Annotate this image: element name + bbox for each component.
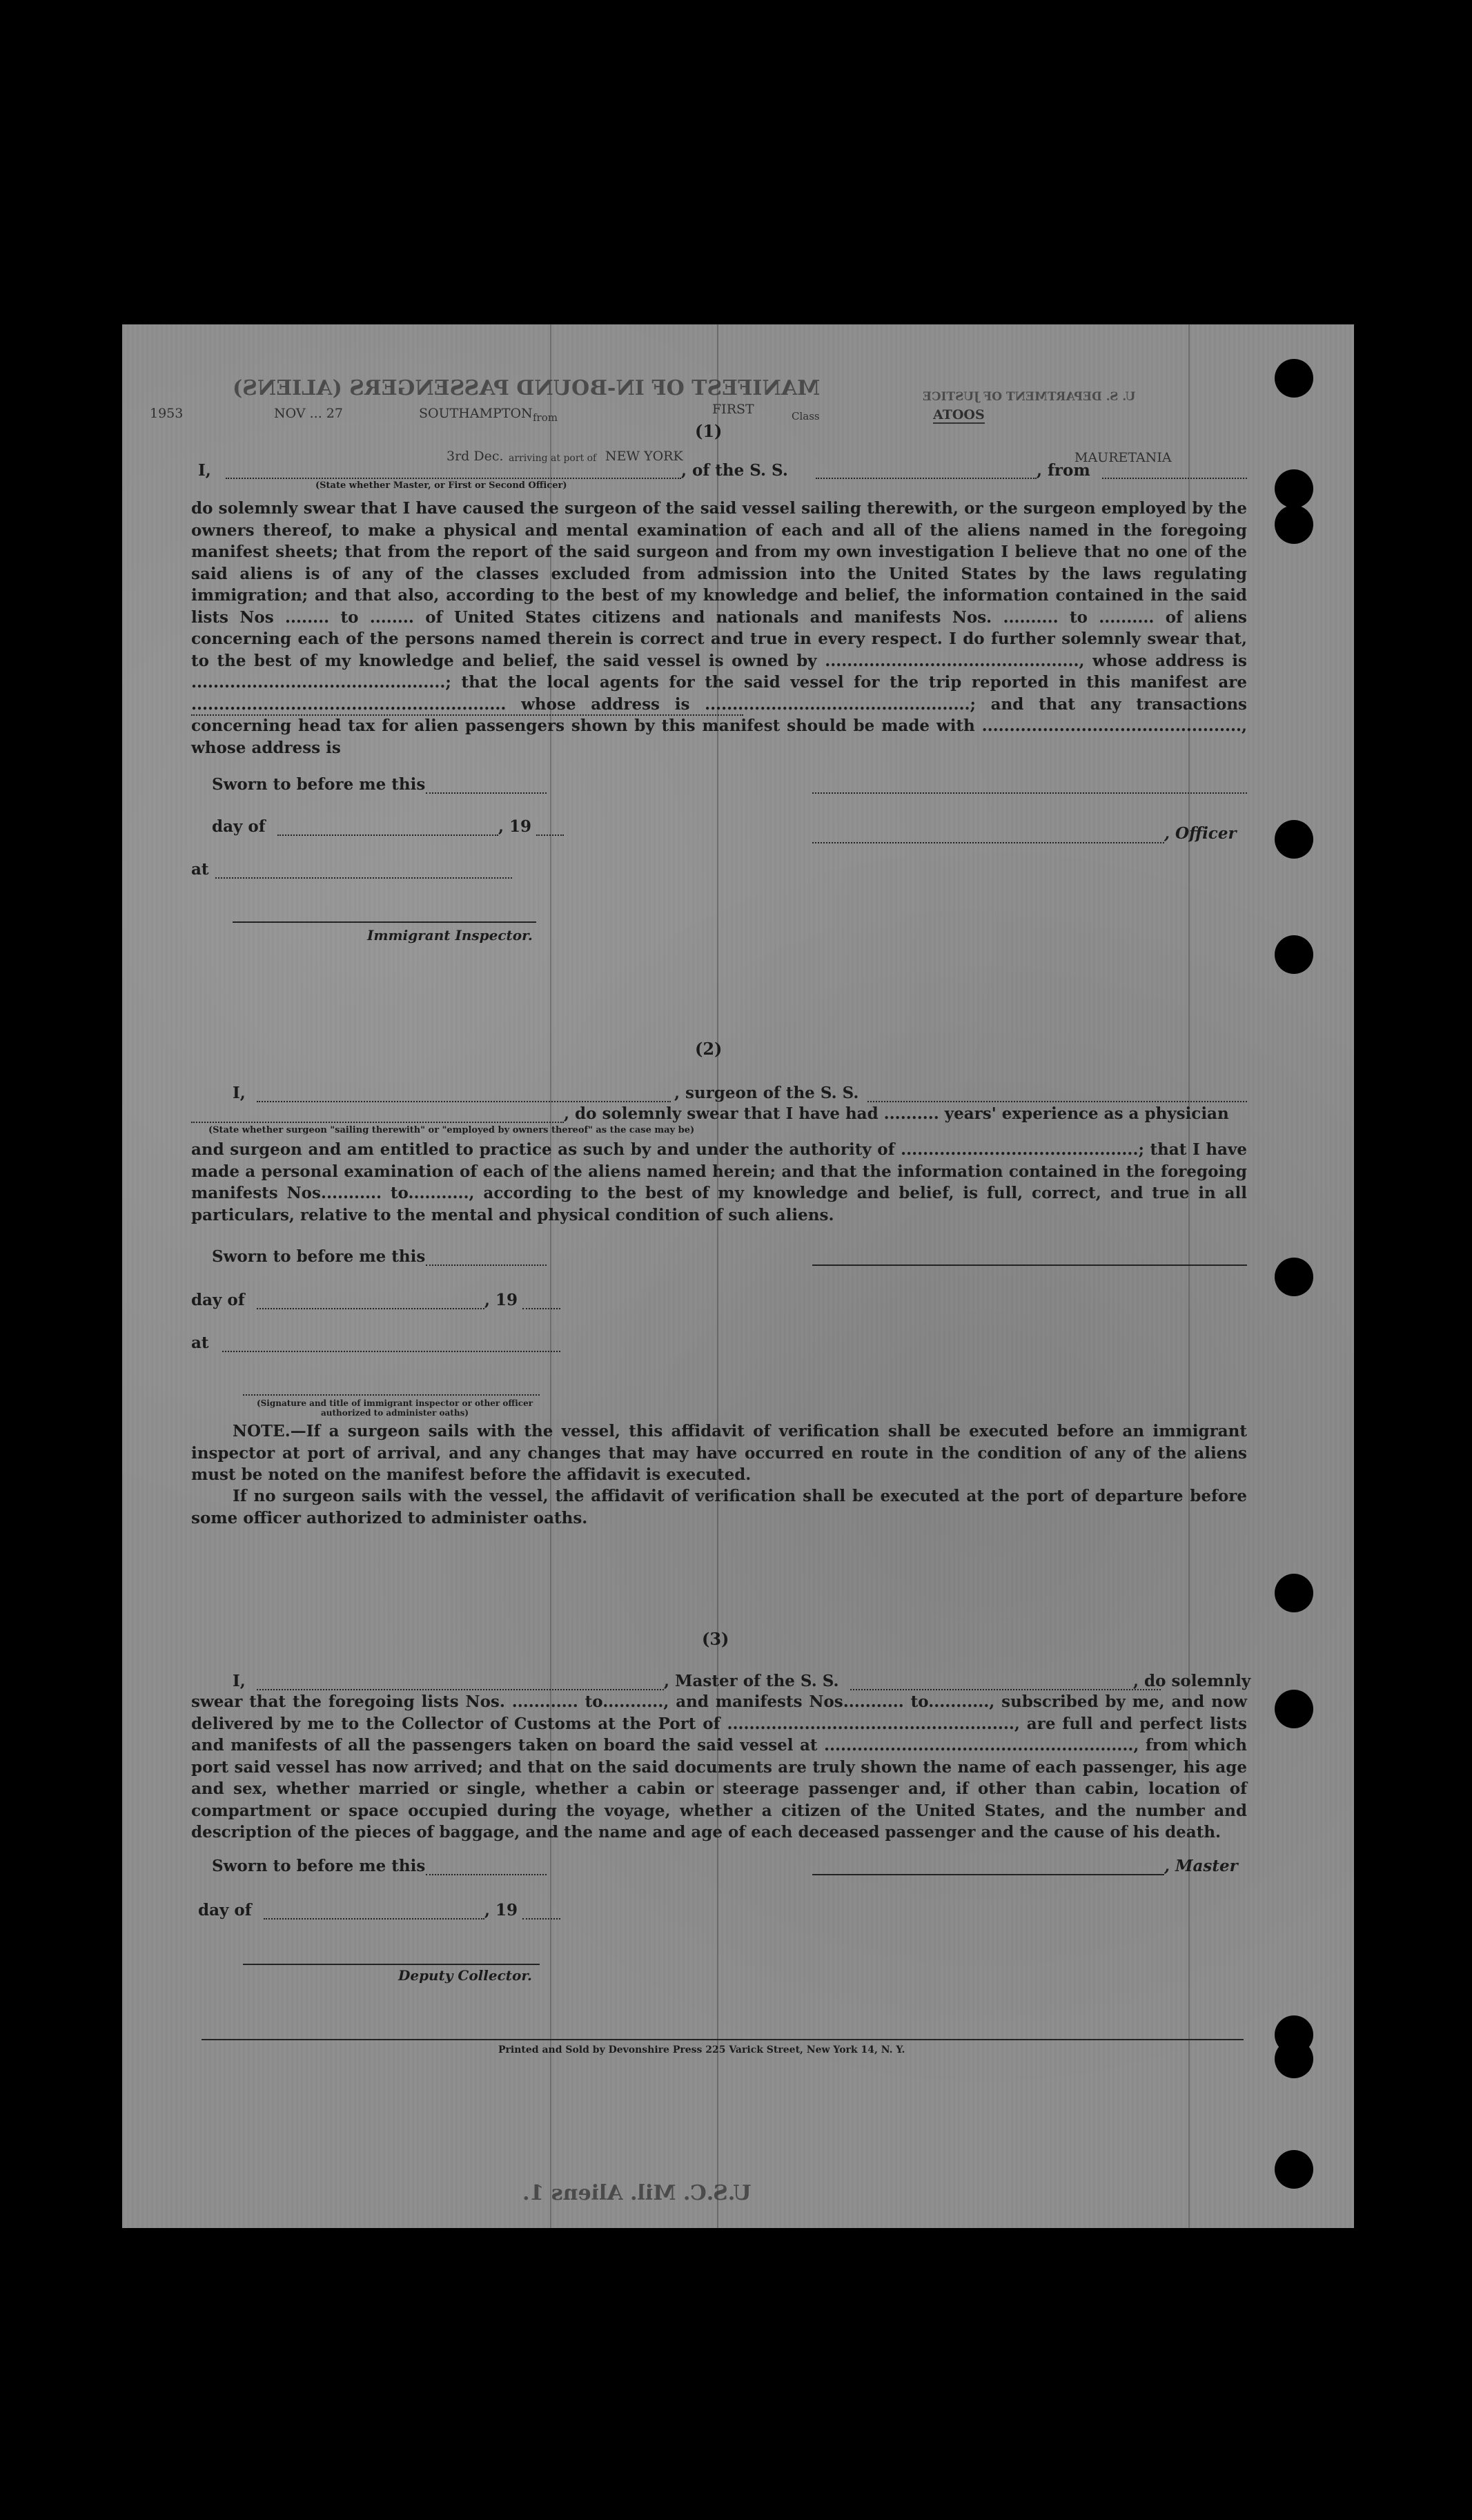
s2-note-2: If no surgeon sails with the vessel, the affidavit of verification shall be executed at the port of departure before some officer authorized to administer oaths.: [191, 1487, 1247, 1527]
s3-nineteen: , 19: [484, 1901, 518, 1920]
s3-master-signature[interactable]: [812, 1874, 1164, 1875]
s3-day-of: day of: [198, 1901, 252, 1920]
s2-surgeon-of: , surgeon of the S. S.: [674, 1084, 859, 1102]
s2-status-field[interactable]: [191, 1122, 564, 1123]
s3-body: swear that the foregoing lists Nos. ............ to..........., and manifests Nos........... to..........., subscribed by me, and now delivered by me to the Collector of Customs at the Port of ...................................................., are full and perfect lists and manifests of all the passengers taken on board the said vessel at ........................................................, from which port said vessel has now arrived; and that on the said documents are truly shown the name of each passenger, his age and sex, whether married or single, whether a cabin or steerage passenger and, if other than cabin, location of compartment or space occupied during the voyage, whether a citizen of the United States, and the number and description of the pieces of baggage, and the name and age of each deceased passenger and the cause of his death.: [191, 1692, 1247, 1842]
s1-officer-caption: (State whether Master, or First or Second Officer): [315, 480, 567, 491]
s2-signature-line[interactable]: [243, 1394, 540, 1396]
header-to-port: NEW YORK: [605, 449, 683, 464]
punch-hole: [1275, 1690, 1313, 1728]
s3-do-solemnly: , do solemnly: [1133, 1672, 1251, 1690]
s1-from: , from: [1037, 461, 1090, 480]
s1-ship-field[interactable]: [816, 478, 1037, 479]
s3-year-field[interactable]: [522, 1918, 560, 1920]
punch-hole: [1275, 2040, 1313, 2078]
section-1-number: (1): [695, 421, 723, 441]
s1-sworn: Sworn to before me this: [212, 775, 426, 794]
s3-ship-field[interactable]: [850, 1689, 1161, 1690]
s2-at: at: [191, 1334, 209, 1352]
s2-sworn-field[interactable]: [426, 1264, 547, 1266]
s1-day-of: day of: [212, 817, 266, 836]
printer-imprint: Printed and Sold by Devonshire Press 225 Varick Street, New York 14, N. Y.: [498, 2044, 905, 2055]
s3-name-field[interactable]: [257, 1689, 664, 1690]
s2-at-field[interactable]: [222, 1351, 560, 1352]
s1-year-field[interactable]: [536, 834, 564, 836]
header-from-label: from: [533, 411, 558, 424]
s3-master-label: , Master: [1164, 1857, 1238, 1875]
header-date: NOV ... 27: [274, 406, 343, 421]
s1-i-label: I,: [198, 461, 211, 480]
s1-address-field[interactable]: [191, 714, 743, 716]
s2-note-1: NOTE.—If a surgeon sails with the vessel, this affidavit of verification shall be executed before an immigrant inspector at port of arrival, and any changes that may have occurred en route in the condition of any of the aliens must be noted on the manifest before the affidavit is executed.: [191, 1422, 1247, 1484]
section-2-number: (2): [695, 1039, 723, 1059]
bleed-through-agency: U. S. DEPARTMENT OF JUSTICE: [923, 390, 1136, 404]
bleed-through-footer: U.S.C. Mil. Aliens 1.: [522, 2181, 752, 2205]
s1-name-field[interactable]: [226, 478, 681, 479]
s1-at-field[interactable]: [215, 877, 512, 879]
s2-day-of: day of: [191, 1291, 245, 1309]
s2-swear-line: , do solemnly swear that I have had .......... years' experience as a physician: [564, 1104, 1229, 1123]
header-code: ATOOS: [933, 407, 985, 422]
bleed-through-title: MANIFEST OF IN-BOUND PASSENGERS (ALIENS): [233, 376, 821, 400]
header-class: FIRST: [712, 402, 754, 417]
punch-hole: [1275, 935, 1313, 974]
punch-hole: [1275, 820, 1313, 859]
header-arrival: 3rd Dec.: [446, 449, 504, 464]
punch-hole: [1275, 1574, 1313, 1612]
s1-officer-field[interactable]: [812, 842, 1164, 843]
s2-caption: (State whether surgeon "sailing therewith" or "employed by owners thereof" as the case may be): [208, 1125, 695, 1135]
printer-rule: [202, 2039, 1244, 2040]
s1-nineteen: , 19: [498, 817, 532, 836]
manifest-page: [122, 324, 1354, 2228]
s1-inspector-line[interactable]: [233, 921, 536, 923]
s2-i-label: I,: [233, 1084, 246, 1102]
s1-officer-signature[interactable]: [812, 792, 1247, 794]
s3-day-field[interactable]: [264, 1918, 484, 1920]
s1-from-field[interactable]: [1102, 478, 1247, 479]
header-arriving: arriving at port of: [509, 453, 597, 464]
s3-i-label: I,: [233, 1672, 246, 1690]
s2-sworn: Sworn to before me this: [212, 1247, 426, 1266]
s3-sworn: Sworn to before me this: [212, 1857, 426, 1875]
s2-nineteen: , 19: [484, 1291, 518, 1309]
s1-of-ss: , of the S. S.: [681, 461, 788, 480]
section-3-number: (3): [702, 1629, 729, 1649]
s2-year-field[interactable]: [522, 1308, 560, 1309]
s1-officer-label: , Officer: [1164, 824, 1237, 843]
s1-inspector-label: Immigrant Inspector.: [367, 927, 533, 944]
header-class-label: Class: [792, 410, 820, 422]
s1-body: do solemnly swear that I have caused the surgeon of the said vessel sailing therewith, or the surgeon employed by the owners thereof, to make a physical and mental examination of each and all of the aliens named in the foregoing manifest sheets; that from the report of the said surgeon and from my own investigation I believe that no one of the said aliens is of any of the classes excluded from admission into the United States by the laws regulating immigration; and that also, according to the best of my knowledge and belief, the information contained in the said lists Nos ........ to ........ of United States citizens and nationals and manifests Nos. .......... to .......... of aliens concerning each of the persons named therein is correct and true in every respect. I do further solemnly swear that, to the best of my knowledge and belief, the said vessel is owned by .............................................., whose address is ..............................................; that the local agents for the said vessel for the trip reported in this manifest are ......................................................... whose address is ................................................; and that any transactions concerning head tax for alien passengers shown by this manifest should be made with ..............................................., whose address is: [191, 499, 1247, 757]
header-ship: MAURETANIA: [1074, 450, 1172, 465]
s2-body: and surgeon and am entitled to practice as such by and under the authority of ...........................................; that I have made a personal examination of each of the aliens named herein; and that the information contained in the foregoing manifests Nos........... to..........., according to the best of my knowledge and belief, is full, correct, and true in all particulars, relative to the mental and physical condition of such aliens.: [191, 1140, 1247, 1224]
s2-ship-field[interactable]: [867, 1101, 1247, 1102]
s1-day-field[interactable]: [277, 834, 498, 836]
s1-at: at: [191, 860, 209, 879]
header-from-port: SOUTHAMPTON: [419, 406, 533, 421]
s3-master-of: , Master of the S. S.: [664, 1672, 839, 1690]
header-year: 1953: [150, 406, 184, 421]
s3-sworn-field[interactable]: [426, 1874, 547, 1875]
punch-hole: [1275, 2150, 1313, 2189]
s2-name-field[interactable]: [257, 1101, 671, 1102]
punch-hole: [1275, 505, 1313, 544]
punch-hole: [1275, 1258, 1313, 1296]
s2-sig-caption: (Signature and title of immigrant inspector or other officer authorized to administer oaths): [256, 1398, 533, 1418]
punch-hole: [1275, 359, 1313, 398]
s1-sworn-field[interactable]: [426, 792, 547, 794]
s2-surgeon-signature[interactable]: [812, 1264, 1247, 1266]
punch-hole: [1275, 469, 1313, 508]
s2-day-field[interactable]: [257, 1308, 484, 1309]
s3-deputy-label: Deputy Collector.: [398, 1967, 533, 1984]
